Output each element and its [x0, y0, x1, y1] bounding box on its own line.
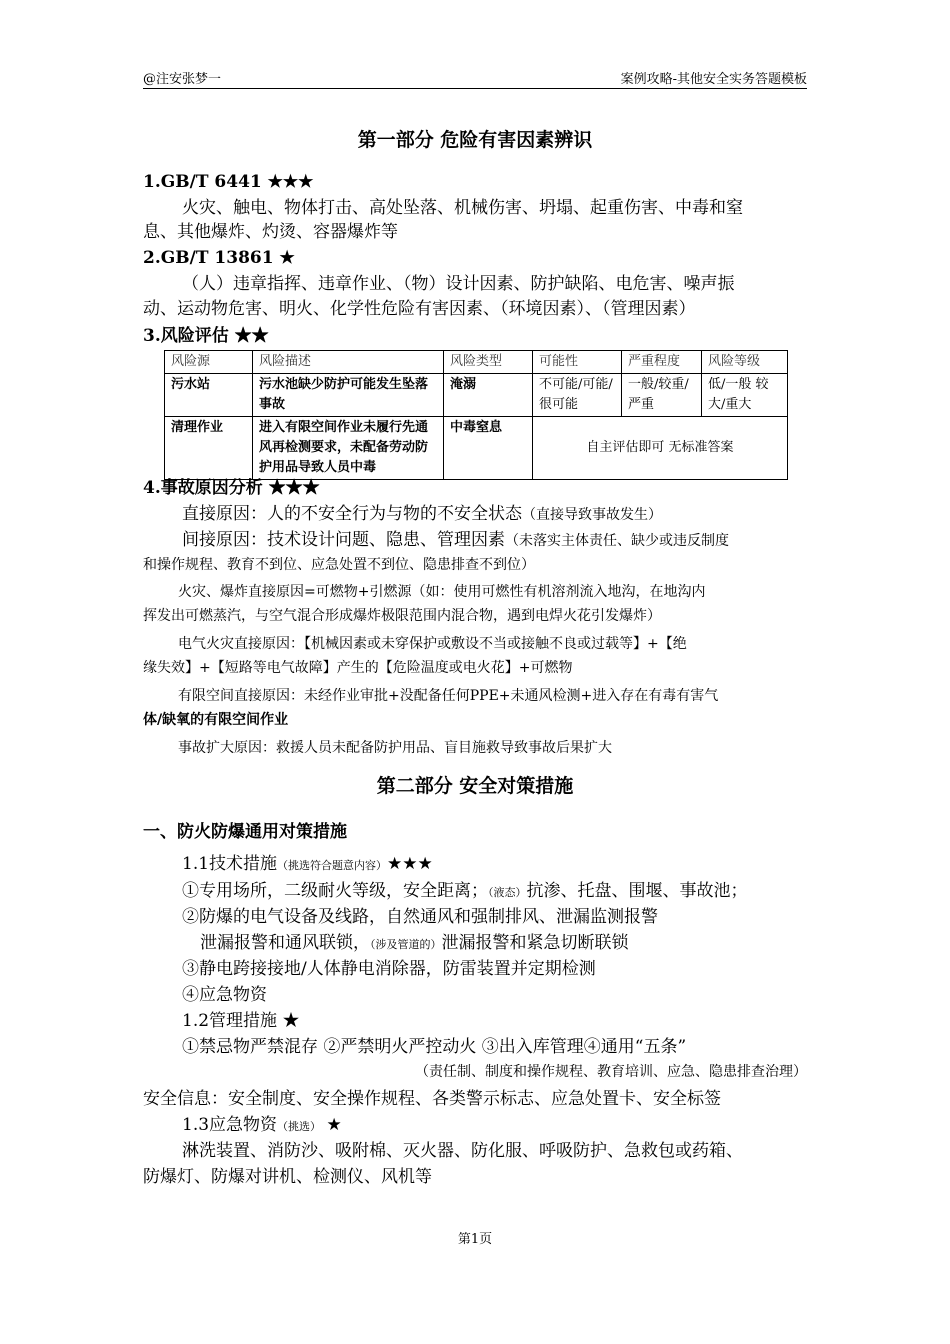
expand-cause: 事故扩大原因：救援人员未配备防护用品、盲目施救导致事故后果扩大 — [178, 740, 612, 756]
emergency-title: 1.3应急物资（挑选） ★ — [182, 1115, 342, 1135]
safety-info: 安全信息：安全制度、安全操作规程、各类警示标志、应急处置卡、安全标签 — [143, 1089, 721, 1109]
table-row — [165, 417, 788, 480]
confined-cause-2: 体/缺氧的有限空间作业 — [143, 712, 289, 728]
table-header-row — [165, 351, 788, 374]
indirect-cause-2: 和操作规程、教育不到位、应急处置不到位、隐患排查不到位） — [143, 557, 535, 573]
s3-title: 3.风险评估 ★★ — [143, 326, 269, 346]
th-level: 风险等级 — [702, 351, 788, 374]
s2-title: 2.GB/T 13861 ★ — [143, 248, 295, 268]
s1-line1: 火灾、触电、物体打击、高处坠落、机械伤害、坍塌、起重伤害、中毒和窒 — [182, 198, 743, 218]
fire-cause-2: 挥发出可燃蒸汽，与空气混合形成爆炸极限范围内混合物，遇到电焊火花引发爆炸） — [143, 608, 661, 624]
cell: 污水站 — [165, 374, 253, 417]
tech-item-1: ①专用场所，二级耐火等级，安全距离；（液态）抗渗、托盘、围堰、事故池； — [182, 881, 748, 901]
page-header — [143, 68, 807, 89]
cell: 进入有限空间作业未履行先通风再检测要求，未配备劳动防护用品导致人员中毒 — [253, 417, 444, 480]
mgmt-items: ①禁忌物严禁混存 ②严禁明火严控动火 ③出入库管理④通用“五条” — [182, 1037, 687, 1057]
indirect-cause: 间接原因：技术设计问题、隐患、管理因素（未落实主体责任、缺少或违反制度 — [182, 530, 729, 550]
table-row — [165, 374, 788, 417]
s2-line1: （人）违章指挥、违章作业、（物）设计因素、防护缺陷、电危害、噪声振 — [182, 274, 735, 294]
elec-cause-2: 缘失效】+【短路等电气故障】产生的【危险温度或电火花】+可燃物 — [143, 660, 573, 676]
header-author: @注安张梦一 — [143, 72, 222, 87]
direct-cause: 直接原因：人的不安全行为与物的不安全状态（直接导致事故发生） — [182, 504, 662, 524]
section1-title: 一、防火防爆通用对策措施 — [143, 822, 347, 842]
page-number: 第1页 — [457, 1232, 493, 1247]
cell: 清理作业 — [165, 417, 253, 480]
th-likelihood: 可能性 — [533, 351, 622, 374]
th-type: 风险类型 — [444, 351, 533, 374]
s2-line2: 动、运动物危害、明火、化学性危险有害因素、（环境因素）、（管理因素） — [143, 299, 696, 319]
emergency-line2: 防爆灯、防爆对讲机、检测仪、风机等 — [143, 1167, 432, 1187]
emergency-line1: 淋洗装置、消防沙、吸附棉、灭火器、防化服、呼吸防护、急救包或药箱、 — [182, 1141, 743, 1161]
cell: 淹溺 — [444, 374, 533, 417]
fire-cause-1: 火灾、爆炸直接原因=可燃物+引燃源（如：使用可燃性有机溶剂流入地沟，在地沟内 — [178, 584, 706, 600]
tech-item-2: ②防爆的电气设备及线路，自然通风和强制排风、泄漏监测报警 — [182, 907, 658, 927]
part1-title: 第一部分 危险有害因素辨识 — [357, 129, 593, 151]
s1-line2: 息、其他爆炸、灼烫、容器爆炸等 — [143, 222, 398, 242]
th-source: 风险源 — [165, 351, 253, 374]
cell: 一般/较重/严重 — [622, 374, 702, 417]
cell: 中毒窒息 — [444, 417, 533, 480]
header-doc-title: 案例攻略-其他安全实务答题模板 — [620, 72, 807, 87]
confined-cause-1: 有限空间直接原因：未经作业审批+没配备任何PPE+未通风检测+进入存在有毒有害气 — [178, 688, 719, 704]
cell: 自主评估即可 无标准答案 — [533, 417, 788, 480]
s1-title: 1.GB/T 6441 ★★★ — [143, 172, 314, 192]
tech-item-2b: 泄漏报警和通风联锁，（涉及管道的）泄漏报警和紧急切断联锁 — [200, 933, 629, 953]
risk-table — [164, 350, 788, 480]
tech-item-4: ④应急物资 — [182, 985, 267, 1005]
th-desc: 风险描述 — [253, 351, 444, 374]
cell: 低/一般 较大/重大 — [702, 374, 788, 417]
s4-title: 4.事故原因分析 ★★★ — [143, 478, 320, 498]
tech-title: 1.1技术措施（挑选符合题意内容）★★★ — [182, 854, 433, 874]
cell: 污水池缺少防护可能发生坠落事故 — [253, 374, 444, 417]
mgmt-note: （责任制、制度和操作规程、教育培训、应急、隐患排查治理） — [415, 1064, 807, 1080]
th-severity: 严重程度 — [622, 351, 702, 374]
elec-cause-1: 电气火灾直接原因：【机械因素或未穿保护或敷设不当或接触不良或过载等】+【绝 — [178, 636, 687, 652]
tech-item-3: ③静电跨接接地/人体静电消除器，防雷装置并定期检测 — [182, 959, 596, 979]
cell: 不可能/可能/很可能 — [533, 374, 622, 417]
mgmt-title: 1.2管理措施 ★ — [182, 1011, 300, 1031]
part2-title: 第二部分 安全对策措施 — [376, 775, 574, 797]
